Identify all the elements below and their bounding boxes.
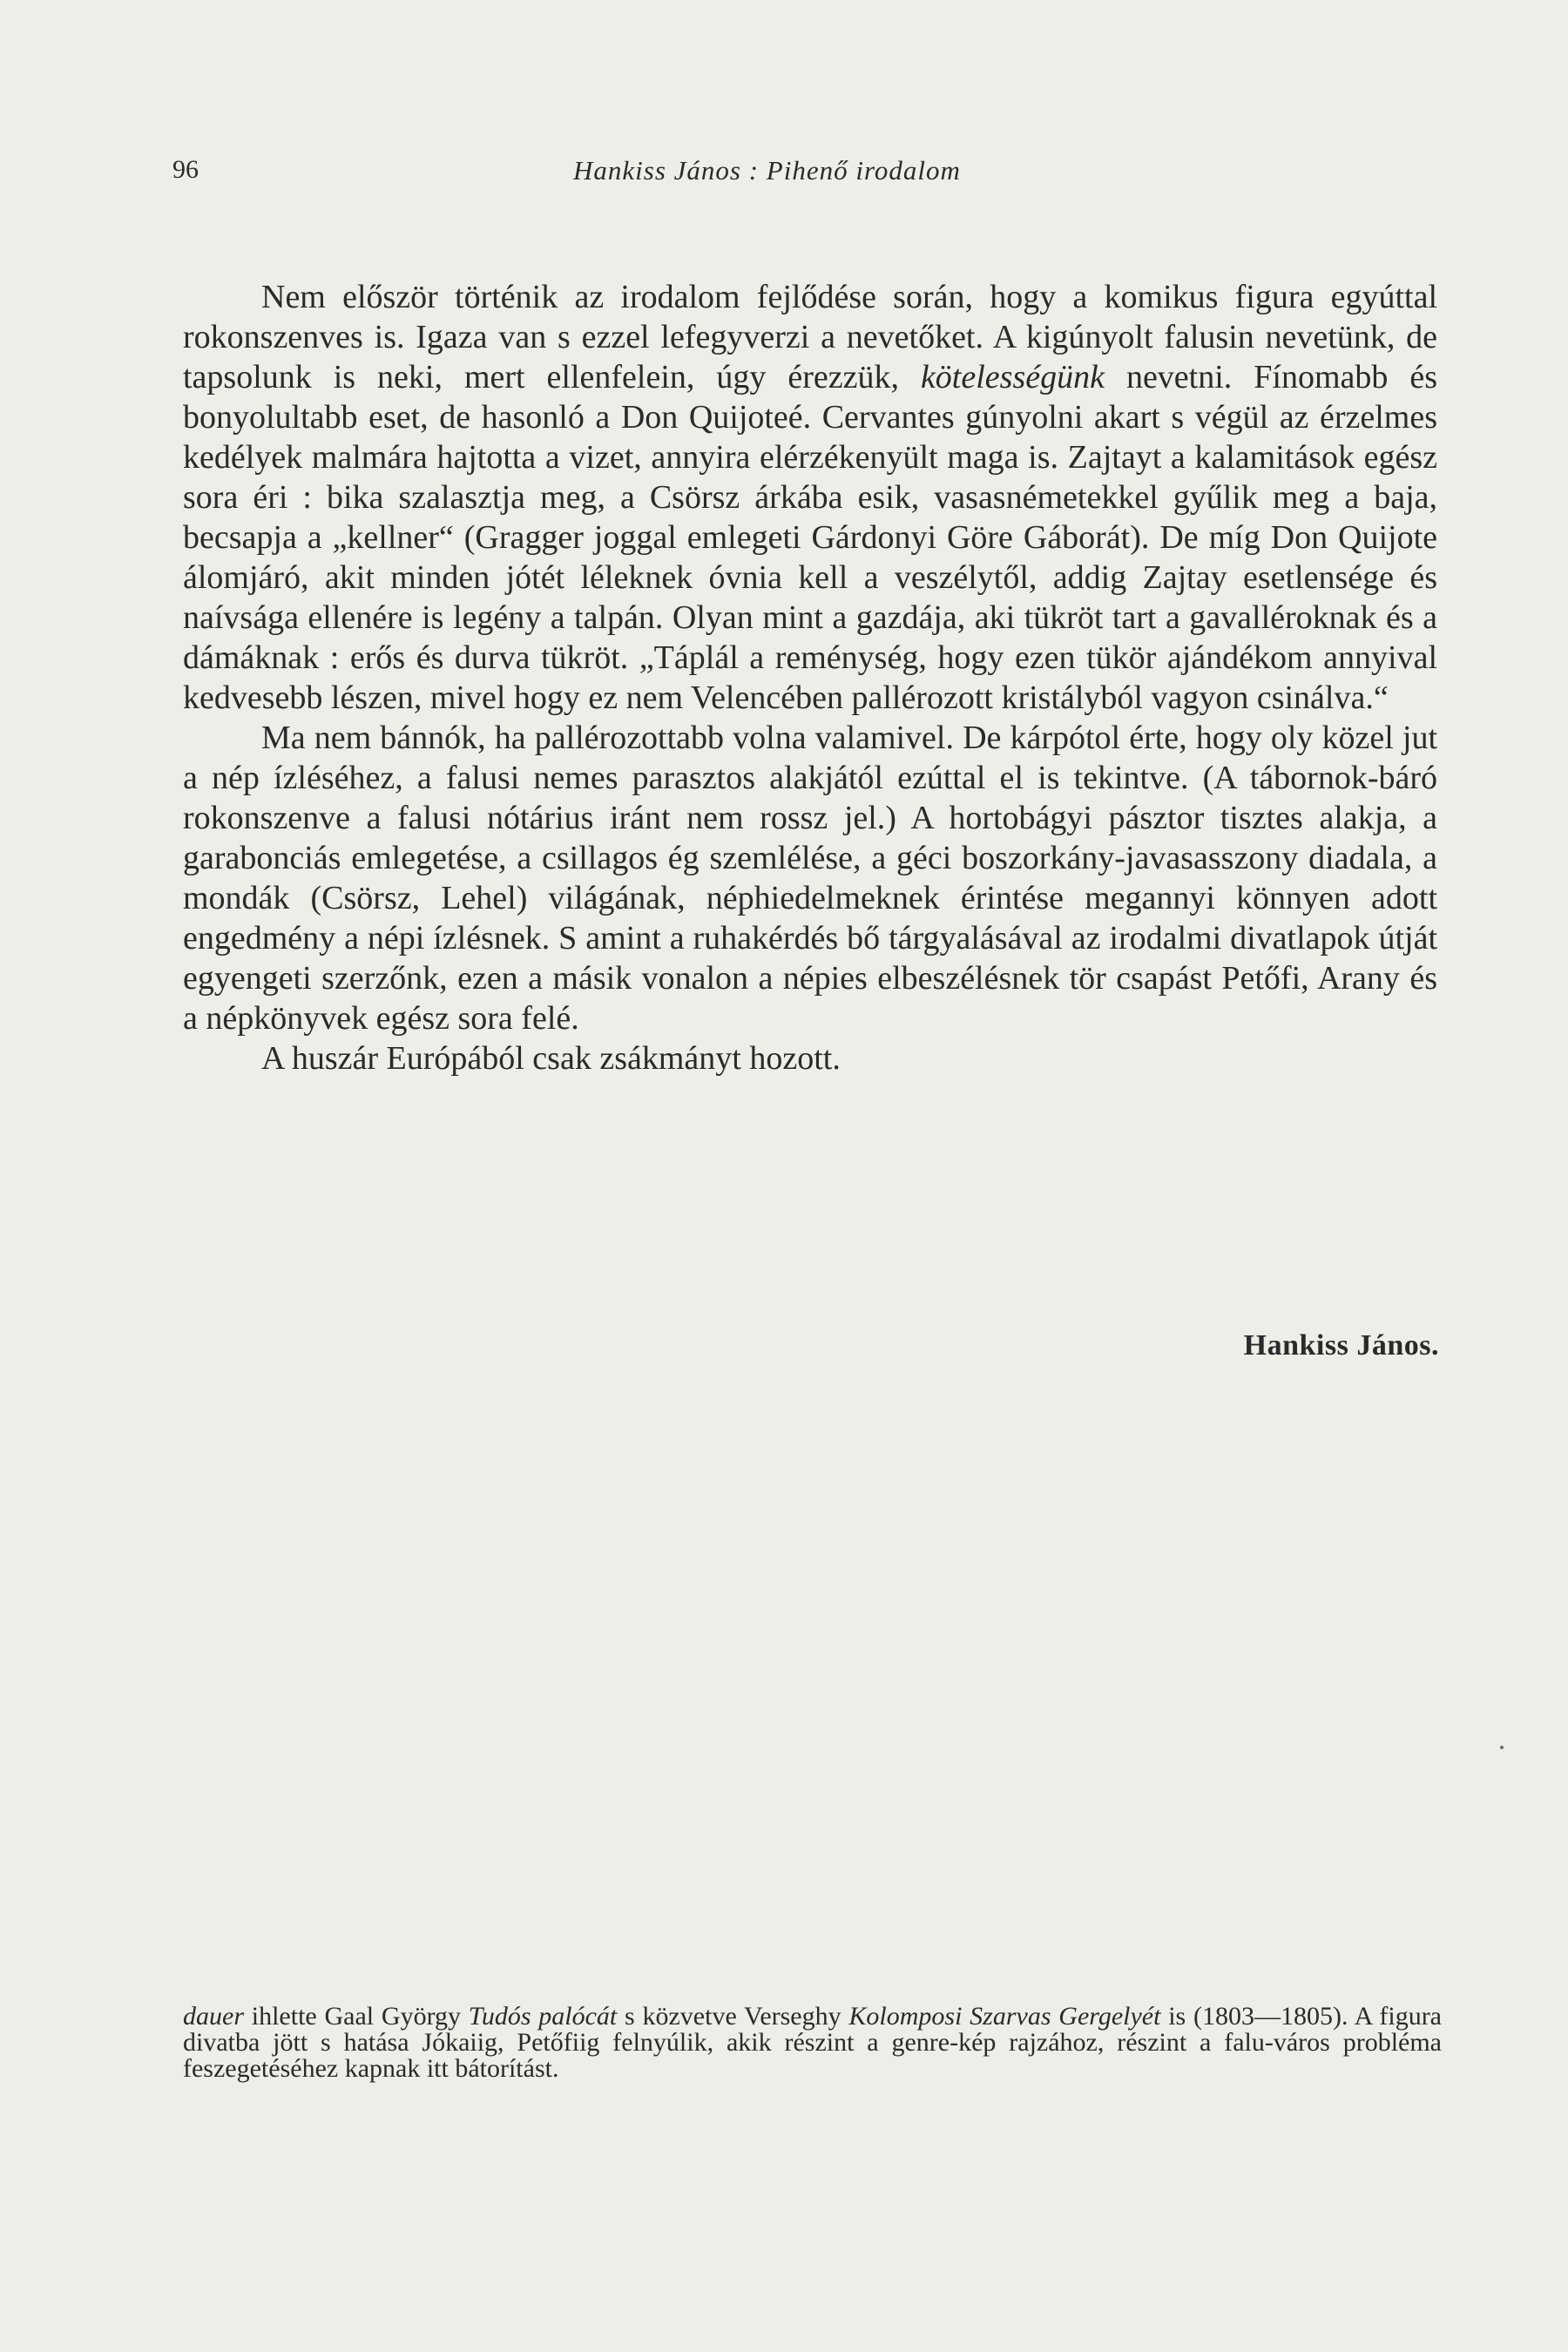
- paragraph: [183, 718, 1437, 1038]
- text-run: s közvetve Verseghy: [617, 2002, 849, 2031]
- text-run: ihlette Gaal György: [244, 2002, 469, 2031]
- footnote: [183, 2004, 1442, 2082]
- paragraph: [183, 1038, 1437, 1078]
- text-run: nevetni. Fínomabb és bonyolultabb eset, de hasonló a Don Quijoteé. Cervantes gúnyolni akart s végül az érzelmes kedélyek malmára hajtotta a vizet, annyira elérzékenyült maga is. Zajtayt a kalamitások egész sora éri : bika szalasztja meg, a Csörsz árkába esik, vasasnémetekkel gyűlik meg a baja, becsapja a „kellner“ (Gragger joggal emlegeti Gárdonyi Göre Gáborát). De míg Don Quijote álomjáró, akit minden jótét léleknek óvnia kell a veszélytől, addig Zajtay esetlensége és naívsága ellenére is legény a talpán. Olyan mint a gazdája, aki tükröt tart a gavalléroknak és a dámáknak : erős és durva tükröt. „Táplál a reménység, hogy ezen tükör ajándékom annyival kedvesebb lészen, mivel hogy ez nem Velencében pallérozott kristályból vagyon csinálva.“: [183, 359, 1437, 716]
- text-run: Nem először történik az irodalom fejlődése során, hogy a komikus figura egyúttal rokonszenves is. Igaza van s ezzel lefegyverzi a nevetőket. A kigúnyolt falusin nevetünk, de tapsolunk is neki, mert ellenfelein, úgy érezzük,: [183, 279, 1437, 395]
- emphasis-run: Tudós palócát: [468, 2002, 618, 2031]
- paragraph: [183, 277, 1437, 718]
- running-title: Hankiss János : Pihenő irodalom: [573, 155, 961, 186]
- emphasis-run: Kolomposi Szarvas Gergelyét: [848, 2002, 1161, 2031]
- text-run: A huszár Európából csak zsákmányt hozott.: [261, 1040, 841, 1077]
- author-signature: Hankiss János.: [1243, 1329, 1439, 1362]
- footnote-paragraph: [183, 2004, 1442, 2082]
- paper-speck: [1500, 1746, 1504, 1749]
- running-head: [172, 155, 1453, 190]
- text-run: Ma nem bánnók, ha pallérozottabb volna valamivel. De kárpótol érte, hogy oly közel jut a nép ízléséhez, a falusi nemes parasztos alakjától ezúttal el is tekintve. (A tábornok-báró rokonszenve a falusi nótárius iránt nem rossz jel.) A hortobágyi pásztor tisztes alakja, a garabonciás emlegetése, a csillagos ég szemlélése, a géci boszorkány-javasasszony diadala, a mondák (Csörsz, Lehel) világának, néphiedelmeknek érintése megannyi könnyen adott engedmény a népi ízlésnek. S amint a ruhakérdés bő tárgyalásával az irodalmi divatlapok útját egyengeti szerzőnk, ezen a másik vonalon a népies elbeszélésnek tör csapást Petőfi, Arany és a népkönyvek egész sora felé.: [183, 720, 1437, 1037]
- page-number: 96: [172, 155, 199, 184]
- text-run: is (1803—1805). A figura divatba jött s hatása Jókaiig, Petőfiig felnyúlik, akik részint a genre-kép rajzához, részint a falu-város probléma feszegetéséhez kapnak itt bátorítást.: [183, 2002, 1442, 2083]
- emphasis-run: dauer: [183, 2002, 244, 2031]
- main-text: [183, 277, 1437, 1078]
- emphasis-run: kötelességünk: [920, 359, 1105, 395]
